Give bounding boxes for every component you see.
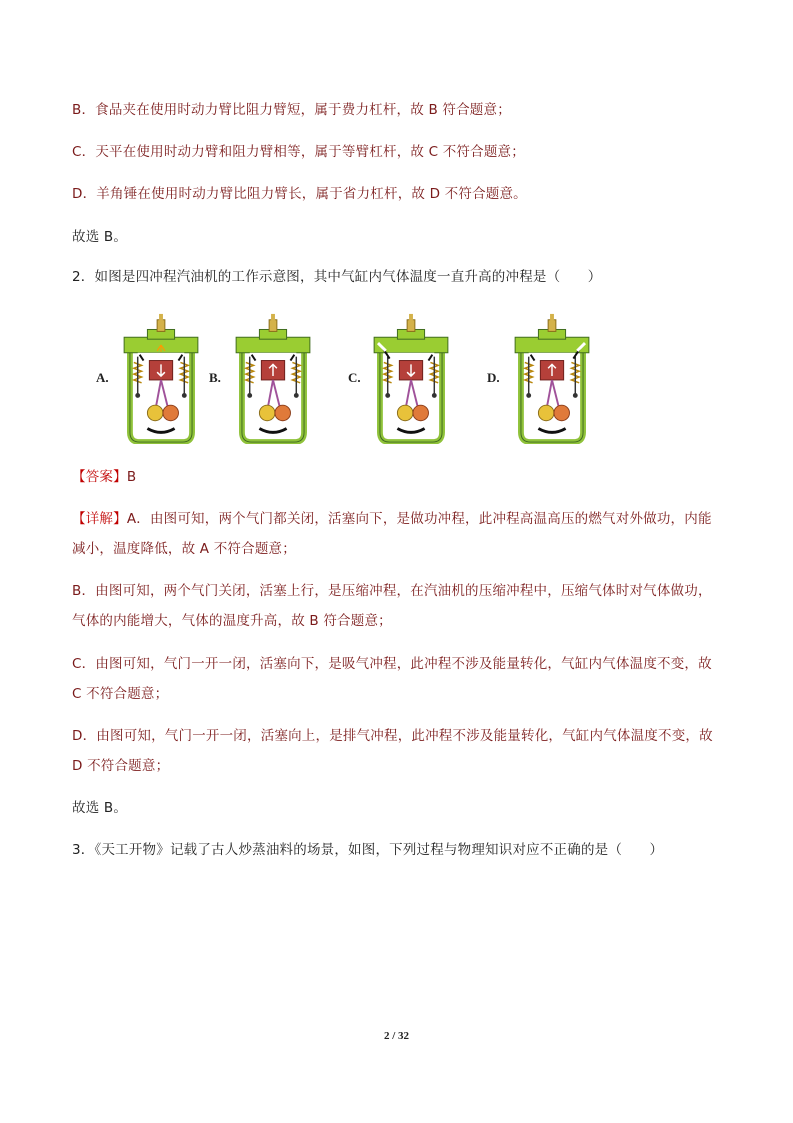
q1-conclusion: 故选 B。 bbox=[72, 229, 128, 245]
page-number: 2 / 32 bbox=[383, 1030, 410, 1042]
q2-detail-a-line2: 减小，温度降低，故 A 不符合题意； bbox=[72, 541, 296, 557]
engine-label-c: C. bbox=[348, 370, 361, 385]
q2-stem: 2．如图是四冲程汽油机的工作示意图，其中气缸内气体温度一直升高的冲程是（ ） bbox=[72, 269, 602, 285]
q2-detail-a-line1 bbox=[72, 504, 722, 535]
q2-detail-b-line2: 气体的内能增大，气体的温度升高，故 B 符合题意； bbox=[72, 613, 392, 629]
engine-diagram-c bbox=[367, 312, 455, 444]
q3-stem: 3．《天工开物》记载了古人炒蒸油料的场景，如图，下列过程与物理知识对应不正确的是（ ） bbox=[72, 842, 664, 858]
q2-detail-b-line1: B．由图可知，两个气门关闭，活塞上行，是压缩冲程，在汽油机的压缩冲程中，压缩气体时对气体做功， bbox=[72, 583, 712, 599]
q1-option-b: B．食品夹在使用时动力臂比阻力臂短，属于费力杠杆，故 B 符合题意； bbox=[72, 102, 511, 118]
engine-label-b: B. bbox=[209, 370, 221, 385]
engine-diagram-d bbox=[508, 312, 596, 444]
detail-a-text: A．由图可知，两个气门都关闭，活塞向下，是做功冲程，此冲程高温高压的燃气对外做功，内能 bbox=[126, 511, 712, 527]
detail-tag: 【详解】 bbox=[72, 511, 127, 527]
q2-answer bbox=[72, 462, 722, 493]
q2-detail-c-line1: C．由图可知，气门一开一闭，活塞向下，是吸气冲程，此冲程不涉及能量转化，气缸内气体温度不变，故 bbox=[72, 656, 712, 672]
engine-diagram-a bbox=[117, 312, 205, 444]
answer-value: B bbox=[126, 469, 137, 485]
engine-label-a: A. bbox=[96, 370, 109, 385]
q2-detail-c-line2: C 不符合题意； bbox=[72, 686, 169, 702]
q1-option-d: D．羊角锤在使用时动力臂比阻力臂长，属于省力杠杆，故 D 不符合题意。 bbox=[72, 186, 527, 202]
engine-diagram-b bbox=[229, 312, 317, 444]
q1-option-c: C．天平在使用时动力臂和阻力臂相等，属于等臂杠杆，故 C 不符合题意； bbox=[72, 144, 525, 160]
answer-tag: 【答案】 bbox=[72, 469, 127, 485]
engine-label-d: D. bbox=[487, 370, 500, 385]
q2-detail-d-line2: D 不符合题意； bbox=[72, 758, 170, 774]
q2-detail-d-line1: D．由图可知，气门一开一闭，活塞向上，是排气冲程，此冲程不涉及能量转化，气缸内气体温度不变，故 bbox=[72, 728, 713, 744]
q2-conclusion: 故选 B。 bbox=[72, 800, 128, 816]
